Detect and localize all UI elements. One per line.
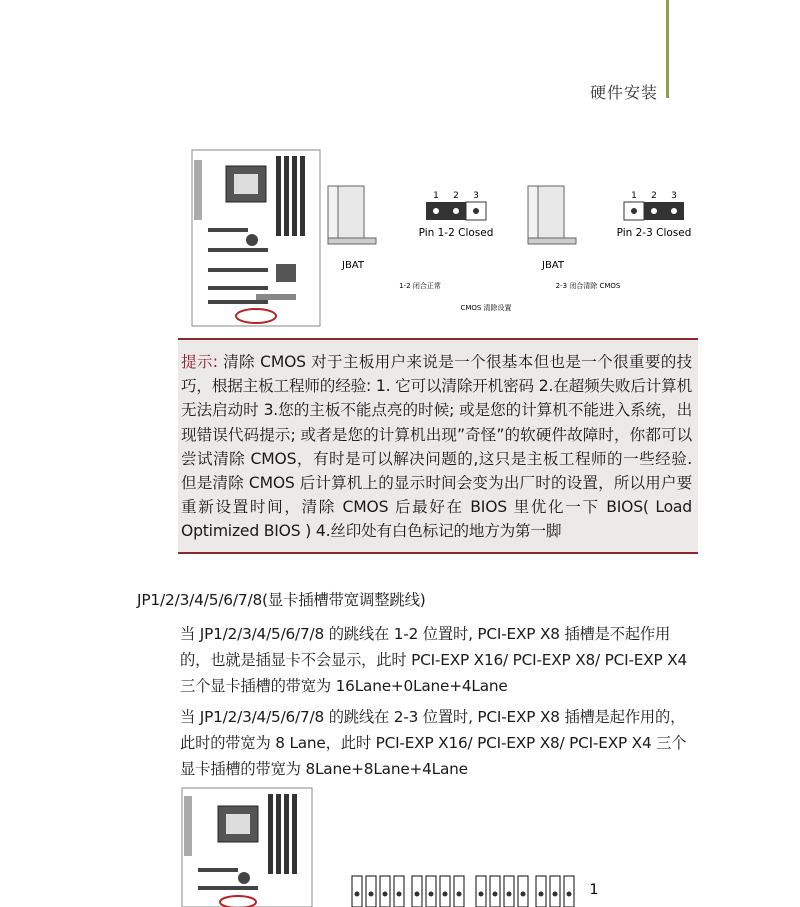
jumper-closed-2-3 xyxy=(528,186,691,290)
pin-label: 3 xyxy=(671,191,677,201)
pin-label: 3 xyxy=(473,191,479,201)
tip-body: 清除 CMOS 对于主板用户来说是一个很基本但也是一个很重要的技巧，根据主板工程师的经验: 1. 它可以清除开机密码 2.在超频失败后计算机无法启动时 3.您的主板不能点亮的时候; 或是您的计算机不能进入系统，出现错误代码提示; 或者是您的计算机出现”奇怪”的软硬件故障时，你都可以尝试清除 CMOS，有时是可以解决问题的,这只是主板工程师的一些经验. 但是清除 CMOS 后计算机上的显示时间会变为出厂时的设置，所以用户要重新设置时间，清除 CMOS 后最好在 BIOS 里优化一下 BIOS( Load Optimized BIOS ) 4.丝印处有白色标记的地方为第一脚 xyxy=(181,353,692,541)
jp-jumper-figure xyxy=(180,786,610,907)
pin-label: 2 xyxy=(651,191,657,201)
header-accent-line xyxy=(666,0,669,98)
motherboard-diagram xyxy=(192,150,320,326)
pin-label: 1 xyxy=(631,191,637,201)
figure-caption: CMOS 清除设置 xyxy=(460,304,512,312)
jbat-figure xyxy=(190,148,720,328)
jbat-left-caption: JBAT xyxy=(342,260,364,271)
motherboard-diagram xyxy=(182,788,312,907)
tip-text xyxy=(178,340,698,544)
pin-state-right: Pin 2-3 Closed xyxy=(616,227,692,239)
pin-number-label: 1 xyxy=(589,882,599,898)
pin-label: 2 xyxy=(453,191,459,201)
paragraph-2-3: 当 JP1/2/3/4/5/6/7/8 的跳线在 2-3 位置时, PCI-EXP X8 插槽是起作用的，此时的带宽为 8 Lane，此时 PCI-EXP X16/ PCI-EXP X8/ PCI-EXP X4 三个显卡插槽的带宽为 8Lane+8Lane+4Lane xyxy=(180,708,687,778)
pin-label: 1 xyxy=(433,191,439,201)
tip-box xyxy=(178,338,698,554)
paragraph-1-2: 当 JP1/2/3/4/5/6/7/8 的跳线在 1-2 位置时, PCI-EXP X8 插槽是不起作用的，也就是插显卡不会显示，此时 PCI-EXP X16/ PCI-EXP X8/ PCI-EXP X4 三个显卡插槽的带宽为 16Lane+0Lane+4Lane xyxy=(180,625,688,695)
jumper-bank xyxy=(352,876,598,907)
right-cn-caption: 2-3 闭合清除 CMOS xyxy=(555,282,621,290)
tip-label: 提示: xyxy=(181,353,218,371)
left-cn-caption: 1-2 闭合正常 xyxy=(399,282,441,290)
chapter-title: 硬件安装 xyxy=(590,83,659,102)
section-heading: JP1/2/3/4/5/6/7/8(显卡插槽带宽调整跳线) xyxy=(137,591,426,609)
pin-state-left: Pin 1-2 Closed xyxy=(418,227,494,239)
jbat-right-caption: JBAT xyxy=(542,260,564,271)
jumper-closed-1-2 xyxy=(328,186,493,290)
